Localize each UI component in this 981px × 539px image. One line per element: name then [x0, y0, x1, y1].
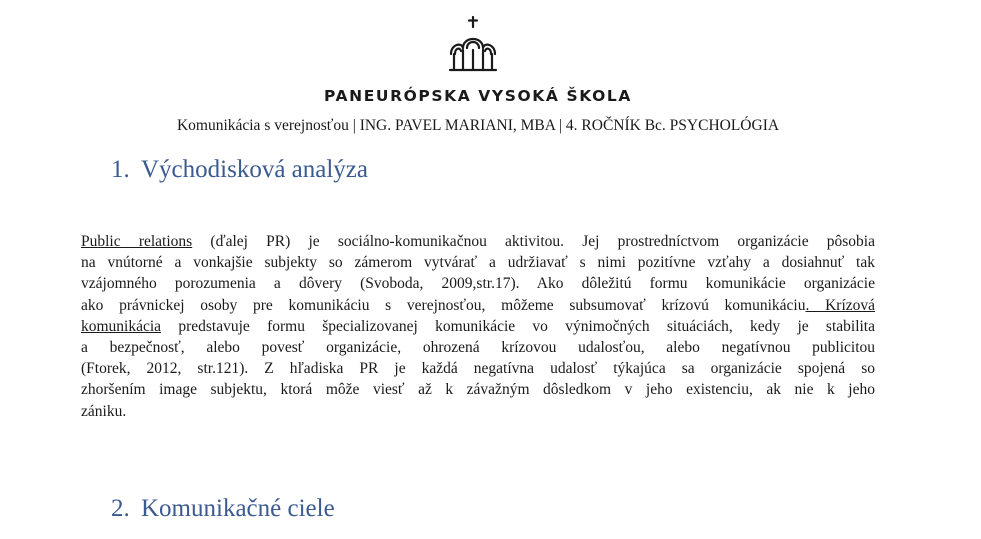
section-heading-2 [111, 495, 335, 523]
body-paragraph [81, 231, 875, 422]
paragraph-line: a bezpečnosť, alebo povesť organizácie, ohrozená krízovou udalosťou, alebo negatívnou publicitou [81, 338, 875, 356]
course-info-line: Komunikácia s verejnosťou | ING. PAVEL MARIANI, MBA | 4. ROČNÍK Bc. PSYCHOLÓGIA [176, 117, 780, 134]
section-title: Východisková analýza [141, 156, 369, 183]
section-heading-1 [111, 156, 368, 184]
term-public-relations: Public relations [81, 233, 193, 250]
paragraph-line: ako právnickej osoby pre komunikáciu s verejnosťou, môžeme subsumovať krízovú komunikáciu. Krízová [81, 296, 875, 314]
section-title: Komunikačné ciele [141, 495, 335, 522]
church-dome-cross-icon [445, 14, 501, 74]
paragraph-line: zhoršením image subjektu, ktorá môže viesť až k závažným dôsledkom v jeho existenciu, ak nie k jeho [81, 381, 875, 399]
section-number: 1. [111, 156, 130, 183]
paragraph-line: Public relations (ďalej PR) je sociálno-komunikačnou aktivitou. Jej prostredníctvom organizácie pôsobia [81, 233, 875, 250]
paragraph-line: na vnútorné a vonkajšie subjekty so zámerom vytvárať a udržiavať s nimi pozitívne vzťahy a dosiahnuť tak [81, 254, 875, 272]
paragraph-line: vzájomného porozumenia a dôvery (Svoboda, 2009,str.17). Ako dôležitú formu komunikácie organizácie [81, 275, 875, 293]
paragraph-line: zániku. [81, 402, 127, 420]
paragraph-line: (Ftorek, 2012, str.121). Z hľadiska PR je každá negatívna udalosť týkajúca sa organizácie spojená so [81, 360, 875, 378]
term-komunikacia: komunikácia [81, 317, 162, 335]
paragraph-line: komunikácia predstavuje formu špecializovanej komunikácie vo výnimočných situáciách, kedy je stabilita [81, 317, 875, 335]
section-number: 2. [111, 495, 130, 522]
school-name: PANEURÓPSKA VYSOKÁ ŠKOLA [323, 87, 632, 105]
term-krizova: . Krízová [805, 296, 875, 314]
